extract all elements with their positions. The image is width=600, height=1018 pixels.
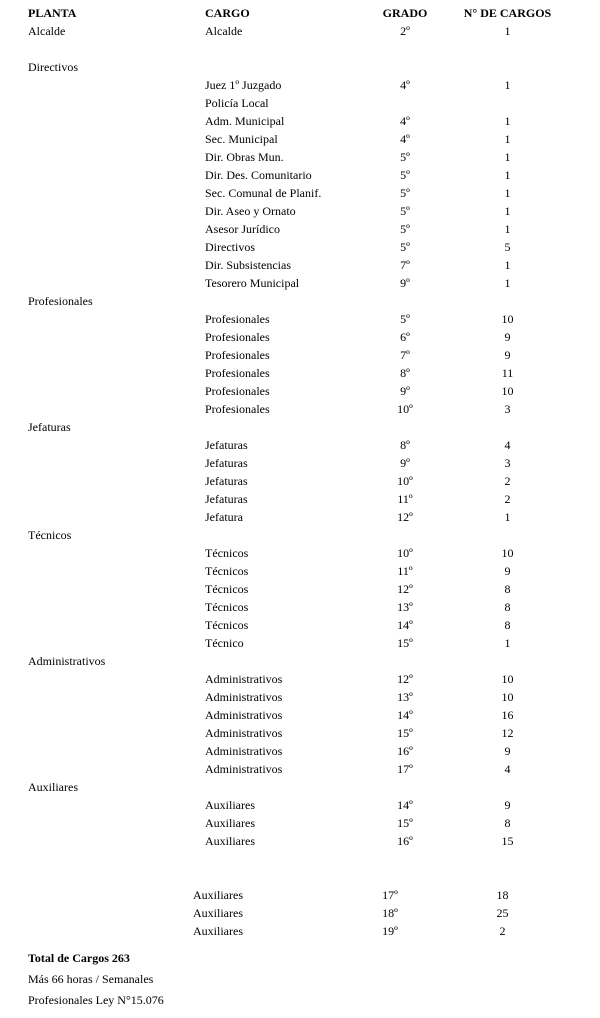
table-row [0, 418, 600, 436]
spacer-row [0, 868, 600, 886]
cell-cargo: Profesionales [205, 384, 270, 398]
cell-cargo: Técnicos [205, 582, 249, 596]
table-row [0, 400, 600, 418]
cell-grado: 11º [397, 492, 413, 506]
cell-grado: 5º [400, 150, 410, 164]
table-row [0, 76, 600, 94]
cell-cargo: Dir. Subsistencias [205, 258, 291, 272]
table-row [0, 58, 600, 76]
cell-cargo: Técnicos [205, 546, 249, 560]
total-cargos-line: Total de Cargos 263 [28, 951, 130, 965]
cell-ncargos: 15 [501, 834, 514, 848]
cargo-table [0, 4, 600, 940]
cell-grado: 5º [400, 204, 410, 218]
table-body [0, 22, 600, 940]
table-row [0, 256, 600, 274]
table-row [0, 634, 600, 652]
cell-cargo: Técnicos [205, 600, 249, 614]
table-row [0, 760, 600, 778]
spacer-row [0, 850, 600, 868]
table-row [0, 184, 600, 202]
cell-grado: 8º [400, 366, 410, 380]
table-row [0, 238, 600, 256]
table-row [0, 166, 600, 184]
table-header [0, 4, 600, 22]
cell-grado: 5º [400, 222, 410, 236]
cell-cargo: Administrativos [205, 690, 283, 704]
cell-grado: 5º [400, 186, 410, 200]
cell-cargo: Alcalde [205, 24, 243, 38]
cell-planta: Jefaturas [28, 420, 71, 434]
cell-grado: 14º [397, 798, 413, 812]
cell-grado: 19º [382, 924, 398, 938]
cell-planta: Profesionales [28, 294, 93, 308]
cell-grado: 4º [400, 78, 410, 92]
cell-ncargos: 1 [504, 114, 511, 128]
cell-grado: 10º [397, 474, 413, 488]
cell-cargo: Jefaturas [205, 438, 248, 452]
table-row [0, 364, 600, 382]
cell-ncargos: 12 [501, 726, 514, 740]
header-cargo: CARGO [205, 6, 250, 20]
table-row [0, 832, 600, 850]
cell-cargo: Auxiliares [193, 906, 243, 920]
cell-ncargos: 5 [504, 240, 511, 254]
cell-cargo: Auxiliares [193, 924, 243, 938]
table-row [0, 526, 600, 544]
table-row [0, 652, 600, 670]
cell-ncargos: 25 [496, 906, 509, 920]
table-row [0, 796, 600, 814]
table-row [0, 310, 600, 328]
cell-ncargos: 10 [501, 546, 514, 560]
cell-cargo: Adm. Municipal [205, 114, 285, 128]
cell-ncargos: 2 [504, 474, 511, 488]
cell-grado: 15º [397, 726, 413, 740]
cell-ncargos: 3 [504, 402, 511, 416]
cell-ncargos: 1 [504, 276, 511, 290]
cell-ncargos: 10 [501, 312, 514, 326]
cell-grado: 16º [397, 744, 413, 758]
table-row [0, 580, 600, 598]
table-row [0, 130, 600, 148]
cell-grado: 13º [397, 600, 413, 614]
cell-cargo: Profesionales [205, 366, 270, 380]
cell-cargo: Tesorero Municipal [205, 276, 300, 290]
header-grado: GRADO [382, 6, 428, 20]
header-planta: PLANTA [28, 6, 77, 20]
cell-grado: 16º [397, 834, 413, 848]
cell-ncargos: 18 [496, 888, 509, 902]
cell-ncargos: 9 [504, 330, 511, 344]
cell-grado: 17º [397, 762, 413, 776]
cell-cargo: Administrativos [205, 726, 283, 740]
table-row [0, 472, 600, 490]
cell-ncargos: 16 [501, 708, 514, 722]
table-row [0, 454, 600, 472]
cell-grado: 4º [400, 114, 410, 128]
cell-ncargos: 1 [504, 132, 511, 146]
cell-cargo: Dir. Aseo y Ornato [205, 204, 296, 218]
cell-ncargos: 4 [504, 762, 511, 776]
cell-cargo: Administrativos [205, 744, 283, 758]
cell-ncargos: 10 [501, 672, 514, 686]
table-row [0, 220, 600, 238]
table-row [0, 274, 600, 292]
cell-ncargos: 1 [504, 222, 511, 236]
cell-grado: 11º [397, 564, 413, 578]
cell-ncargos: 8 [504, 600, 511, 614]
cell-grado: 15º [397, 816, 413, 830]
cell-cargo: Jefaturas [205, 456, 248, 470]
table-row [0, 508, 600, 526]
cell-cargo: Auxiliares [205, 798, 255, 812]
cell-ncargos: 8 [504, 582, 511, 596]
cell-grado: 12º [397, 582, 413, 596]
cell-grado: 7º [400, 258, 410, 272]
cell-ncargos: 1 [504, 258, 511, 272]
cell-ncargos: 1 [504, 204, 511, 218]
cell-cargo: Administrativos [205, 708, 283, 722]
cell-cargo: Auxiliares [193, 888, 243, 902]
table-row [0, 922, 600, 940]
cell-cargo: Profesionales [205, 312, 270, 326]
table-row [0, 202, 600, 220]
cell-ncargos: 8 [504, 816, 511, 830]
cell-grado: 5º [400, 240, 410, 254]
table-row [0, 544, 600, 562]
cell-grado: 7º [400, 348, 410, 362]
cell-grado: 5º [400, 312, 410, 326]
table-row [0, 490, 600, 508]
cell-cargo: Técnico [205, 636, 244, 650]
cell-cargo: Administrativos [205, 762, 283, 776]
cell-grado: 10º [397, 402, 413, 416]
cell-ncargos: 9 [504, 798, 511, 812]
cell-grado: 14º [397, 708, 413, 722]
cell-ncargos: 9 [504, 744, 511, 758]
table-row [0, 22, 600, 40]
cell-grado: 9º [400, 384, 410, 398]
cell-cargo: Auxiliares [205, 834, 255, 848]
cell-grado: 13º [397, 690, 413, 704]
table-row [0, 94, 600, 112]
cell-cargo: Policía Local [205, 96, 269, 110]
cell-cargo: Técnicos [205, 618, 249, 632]
cell-planta: Administrativos [28, 654, 106, 668]
table-row [0, 778, 600, 796]
cell-grado: 12º [397, 510, 413, 524]
cell-cargo: Dir. Des. Comunitario [205, 168, 312, 182]
cell-cargo: Jefatura [205, 510, 243, 524]
table-row [0, 886, 600, 904]
table-row [0, 292, 600, 310]
cell-cargo: Dir. Obras Mun. [205, 150, 284, 164]
cell-cargo: Profesionales [205, 348, 270, 362]
cell-ncargos: 1 [504, 186, 511, 200]
cell-ncargos: 4 [504, 438, 511, 452]
cell-ncargos: 8 [504, 618, 511, 632]
cell-grado: 6º [400, 330, 410, 344]
cell-cargo: Jefaturas [205, 474, 248, 488]
table-row [0, 742, 600, 760]
cell-cargo: Jefaturas [205, 492, 248, 506]
cell-cargo: Directivos [205, 240, 255, 254]
cell-grado: 14º [397, 618, 413, 632]
table-row [0, 724, 600, 742]
cell-ncargos: 1 [504, 636, 511, 650]
table-row [0, 382, 600, 400]
document-footer [0, 948, 600, 1011]
table-row [0, 562, 600, 580]
table-row [0, 328, 600, 346]
table-row [0, 598, 600, 616]
cell-cargo: Sec. Municipal [205, 132, 278, 146]
cell-planta: Alcalde [28, 24, 66, 38]
cell-cargo: Técnicos [205, 564, 249, 578]
cell-cargo: Sec. Comunal de Planif. [205, 186, 322, 200]
table-row [0, 616, 600, 634]
cell-cargo: Profesionales [205, 330, 270, 344]
table-row [0, 670, 600, 688]
cell-ncargos: 2 [504, 492, 511, 506]
header-ncargos: N° DE CARGOS [463, 6, 552, 20]
footer-hours-line: Más 66 horas / Semanales [28, 972, 154, 986]
cell-planta: Directivos [28, 60, 78, 74]
cell-ncargos: 2 [499, 924, 506, 938]
table-row [0, 112, 600, 130]
table-row [0, 904, 600, 922]
footer-law-line: Profesionales Ley N°15.076 [28, 993, 164, 1007]
cell-grado: 12º [397, 672, 413, 686]
cell-ncargos: 1 [504, 510, 511, 524]
cell-cargo: Asesor Jurídico [205, 222, 280, 236]
table-row [0, 706, 600, 724]
cell-grado: 10º [397, 546, 413, 560]
cell-cargo: Profesionales [205, 402, 270, 416]
cell-grado: 9º [400, 456, 410, 470]
cell-planta: Auxiliares [28, 780, 78, 794]
table-row [0, 148, 600, 166]
cell-grado: 9º [400, 276, 410, 290]
cell-ncargos: 9 [504, 564, 511, 578]
cell-grado: 18º [382, 906, 398, 920]
cell-grado: 5º [400, 168, 410, 182]
cell-ncargos: 10 [501, 384, 514, 398]
cell-ncargos: 1 [504, 78, 511, 92]
cell-grado: 2º [400, 24, 410, 38]
cell-grado: 8º [400, 438, 410, 452]
table-row [0, 436, 600, 454]
cell-ncargos: 10 [501, 690, 514, 704]
cell-ncargos: 1 [504, 168, 511, 182]
spacer-row [0, 40, 600, 58]
cell-ncargos: 11 [501, 366, 514, 380]
cell-ncargos: 1 [504, 150, 511, 164]
cell-cargo: Juez 1º Juzgado [205, 78, 282, 92]
table-row [0, 346, 600, 364]
cell-cargo: Administrativos [205, 672, 283, 686]
cell-ncargos: 9 [504, 348, 511, 362]
table-row [0, 814, 600, 832]
table-row [0, 688, 600, 706]
cell-cargo: Auxiliares [205, 816, 255, 830]
cell-ncargos: 1 [504, 24, 511, 38]
cell-grado: 4º [400, 132, 410, 146]
cell-planta: Técnicos [28, 528, 72, 542]
cell-ncargos: 3 [504, 456, 511, 470]
cell-grado: 17º [382, 888, 398, 902]
cell-grado: 15º [397, 636, 413, 650]
